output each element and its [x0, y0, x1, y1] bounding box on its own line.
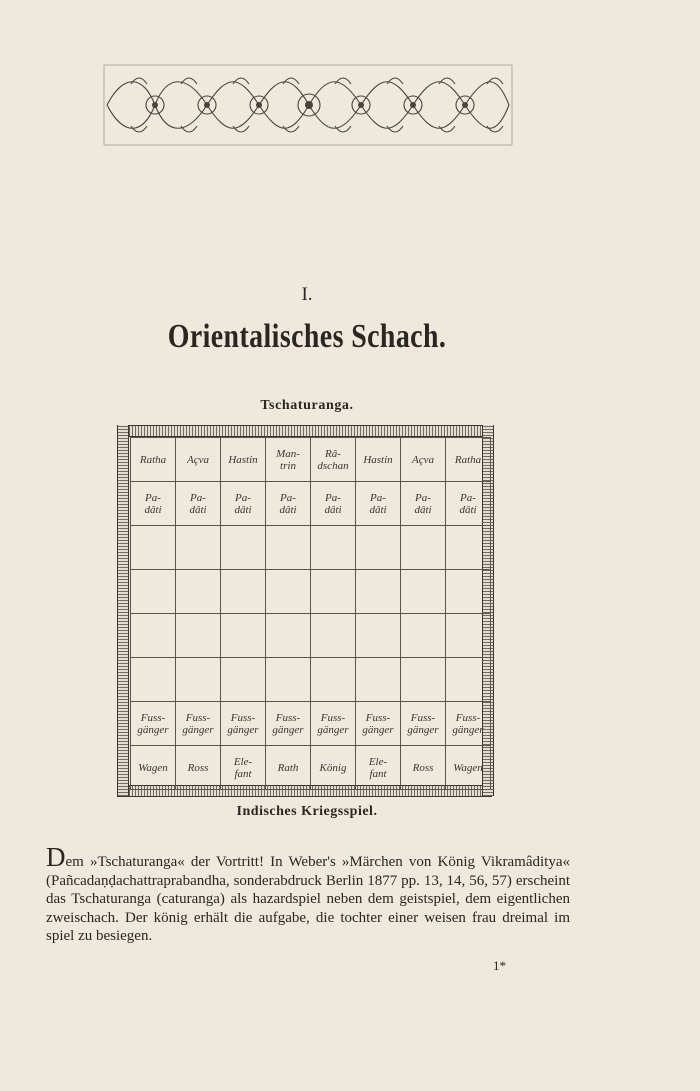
board-square: Fuss- gänger [221, 702, 266, 746]
board-square: Ele- fant [356, 746, 401, 790]
board-square: Açva [401, 438, 446, 482]
board-square [356, 658, 401, 702]
board-square [131, 658, 176, 702]
board-square [446, 614, 491, 658]
chess-board-figure [117, 425, 494, 798]
board-square [311, 526, 356, 570]
board-square [356, 526, 401, 570]
chapter-number: I. [301, 284, 313, 305]
board-square: Pa- dâti [446, 482, 491, 526]
board-square: Fuss- gänger [401, 702, 446, 746]
board-title: Tschaturanga. [260, 398, 354, 413]
board-square [266, 570, 311, 614]
board-caption: Indisches Kriegsspiel. [236, 804, 378, 819]
board-square: Fuss- gänger [131, 702, 176, 746]
board-square: Ratha [446, 438, 491, 482]
board-square: Pa- dâti [221, 482, 266, 526]
board-square: Pa- dâti [266, 482, 311, 526]
board-row [131, 702, 491, 746]
board-square [131, 570, 176, 614]
board-border-top [117, 425, 492, 437]
board-square: Pa- dâti [311, 482, 356, 526]
board-square [131, 614, 176, 658]
chapter-title: Orientalisches Schach. [167, 318, 447, 355]
board-square [221, 526, 266, 570]
board-square [311, 570, 356, 614]
board-square [176, 570, 221, 614]
board-square [401, 614, 446, 658]
board-square [356, 570, 401, 614]
board-square: Wagen [446, 746, 491, 790]
board-square [266, 658, 311, 702]
board-square [401, 658, 446, 702]
board-square [266, 526, 311, 570]
board-row [131, 658, 491, 702]
board-square [401, 570, 446, 614]
board-square [176, 614, 221, 658]
board-square [356, 614, 401, 658]
board-square [176, 658, 221, 702]
board-square [176, 526, 221, 570]
board-square: Fuss- gänger [356, 702, 401, 746]
board-square: Ross [176, 746, 221, 790]
board-square: Man- trin [266, 438, 311, 482]
board-square: Pa- dâti [176, 482, 221, 526]
board-square [446, 526, 491, 570]
board-square: Râ- dschan [311, 438, 356, 482]
board-square [131, 526, 176, 570]
decorative-ornament-band [103, 64, 513, 146]
board-square: Pa- dâti [401, 482, 446, 526]
board-row [131, 570, 491, 614]
board-square: Ele- fant [221, 746, 266, 790]
board-square [446, 658, 491, 702]
board-square: Pa- dâti [131, 482, 176, 526]
board-border-left [117, 425, 129, 796]
board-square [266, 614, 311, 658]
board-row [131, 482, 491, 526]
board-square: Fuss- gänger [176, 702, 221, 746]
drop-cap: D [46, 842, 66, 872]
board-row [131, 438, 491, 482]
board-square: Ross [401, 746, 446, 790]
board-square [401, 526, 446, 570]
board-square [221, 570, 266, 614]
board-square [311, 658, 356, 702]
body-paragraph [46, 842, 570, 946]
board-square [221, 614, 266, 658]
board-row [131, 614, 491, 658]
board-square: Ratha [131, 438, 176, 482]
board-square [311, 614, 356, 658]
board-square: Hastin [356, 438, 401, 482]
signature-mark: 1* [493, 958, 506, 973]
board-square: Pa- dâti [356, 482, 401, 526]
board-square: König [311, 746, 356, 790]
board-square: Fuss- gänger [446, 702, 491, 746]
board-square [446, 570, 491, 614]
board-row [131, 526, 491, 570]
chess-board-grid [130, 437, 491, 790]
paragraph-text: em »Tschaturanga« der Vortritt! In Weber's »Märchen von König Vikramâditya« (Pañcadaṇḍachattraprabandha, sonderabdruck Berlin 1877 pp. 13, 14, 56, 57) erscheint das Tschaturanga (caturanga) als hazardspiel neben dem geistspiel, dem eigentlichen zweischach. Der könig erhält die aufgabe, die tochter einer weisen frau dreimal im spiel zu besiegen. [46, 854, 570, 944]
board-square: Fuss- gänger [266, 702, 311, 746]
board-square: Açva [176, 438, 221, 482]
board-square: Fuss- gänger [311, 702, 356, 746]
board-square [221, 658, 266, 702]
board-square: Hastin [221, 438, 266, 482]
board-square: Wagen [131, 746, 176, 790]
board-row [131, 746, 491, 790]
board-square: Rath [266, 746, 311, 790]
